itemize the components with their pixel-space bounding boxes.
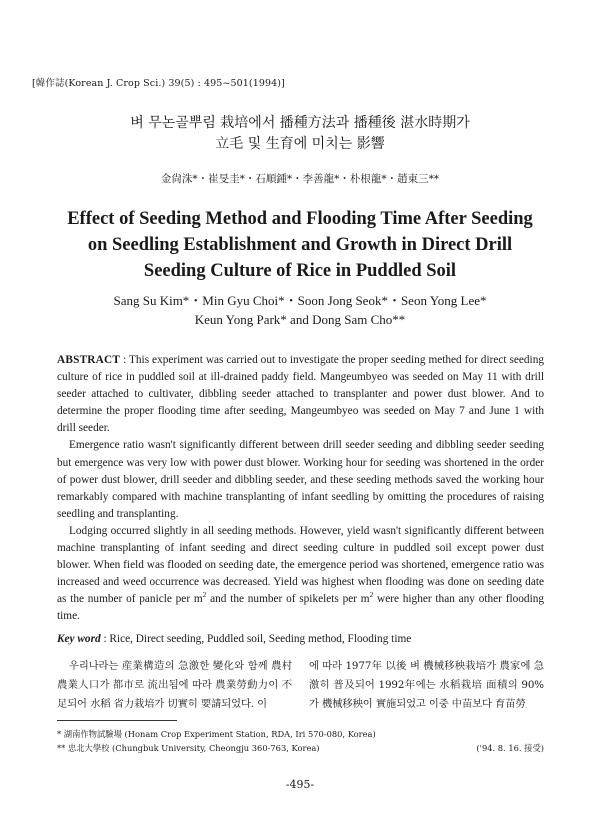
abstract-text-3b: and the number of spikelets per m [206, 593, 370, 606]
superscript-2: 2 [369, 590, 374, 600]
superscript-2: 2 [202, 590, 207, 600]
english-title-line-2: on Seedling Establishment and Growth in Direct Drill [87, 235, 513, 255]
footnote-1: * 湖南作物試驗場 (Honam Crop Experiment Station, RDA, Iri 570-080, Korea) [57, 729, 376, 739]
abstract-text-3c: were higher than any other flooding time. [57, 593, 545, 623]
korean-title-line-2: 立毛 및 生育에 미치는 影響 [215, 136, 385, 152]
english-authors-line-2: Keun Yong Park* and Dong Sam Cho** [194, 312, 406, 327]
footnote-2: ** 忠北大學校 (Chungbuk University, Cheongju 360-763, Korea) [57, 743, 320, 753]
keywords-label: Key word [57, 633, 101, 645]
abstract-text-3a: Lodging occurred slightly in all seeding methods. However, yield wasn't significantly different between machine transplanting of infant seeding and direct seeding culture in puddled soil except power dust blower. When field was flooded on seeding date, the emergence period was shortened, emergence ratio was increased and weed occurrence was decreased. Yield was highest when flooding was done on seeding date as the number of panicle per m [57, 524, 544, 606]
body-column-left: 우리나라는 産業構造의 急激한 變化와 함께 農村農業人口가 都市로 流出됨에 따라 農業勞動力이 不足되어 水稻 省力栽培가 切實히 要請되었다. 이 [57, 660, 292, 710]
body-column-right: 에 따라 1977年 以後 벼 機械移秧栽培가 農家에 急激히 普及되어 1992年에는 水稻栽培 面積의 90%가 機械移秧이 實施되었고 이중 中苗보다 育苗勞 [309, 660, 544, 710]
abstract-paragraph-3 [57, 523, 544, 626]
keywords-separator: : [100, 633, 110, 645]
keywords [57, 633, 544, 645]
english-authors-line-1: Sang Su Kim*・Min Gyu Choi*・Soon Jong Seok*・Seon Yong Lee* [113, 293, 487, 308]
abstract-paragraph-2: Emergence ratio wasn't significantly different between drill seeder seeding and dibbling seeder seeding but emergence was very low with power dust blower. Working hour for seeding was shortened in the order of power dust blower, drill seeder and dibbling seeder, and these seeding methods saved the working hour remarkably compared with machine transplanting of infant seedling by omitting the procedures of raising seedling and transplanting. [57, 439, 544, 520]
korean-title-line-1: 벼 무논골뿌림 栽培에서 播種方法과 播種後 湛水時期가 [130, 115, 470, 131]
abstract-separator: : [120, 354, 129, 366]
abstract-text-1: This experiment was carried out to investigate the proper seeding methed for direct seeding culture of rice in puddled soil at ill-drained paddy field. Mangeumbyeo was seeded on May 11 with drill seeder attached to cultivater, dibbling seeder attached to transplanter and power dust blower. And to determine the proper flooding time after seeding, Mangeumbyeo was seeded on May 7 and June 1 with drill seeder. [57, 354, 544, 435]
received-date: ('94. 8. 16. 接受) [476, 743, 544, 753]
korean-authors: 金尙洙*・崔旻圭*・石順鍾*・李善龍*・朴根龍*・趙東三** [160, 173, 440, 185]
journal-reference: [韓作誌(Korean J. Crop Sci.) 39(5) : 495~501(1994)] [32, 78, 285, 89]
english-title-line-3: Seeding Culture of Rice in Puddled Soil [143, 261, 457, 281]
keywords-text: Rice, Direct seeding, Puddled soil, Seeding method, Flooding time [109, 633, 412, 645]
abstract-label: ABSTRACT [57, 354, 121, 366]
page-number: -495- [285, 778, 315, 791]
english-title-line-1: Effect of Seeding Method and Flooding Time After Seeding [67, 209, 533, 229]
footnote-rule [57, 720, 177, 721]
abstract-paragraph-1 [57, 352, 544, 437]
abstract [57, 352, 544, 626]
